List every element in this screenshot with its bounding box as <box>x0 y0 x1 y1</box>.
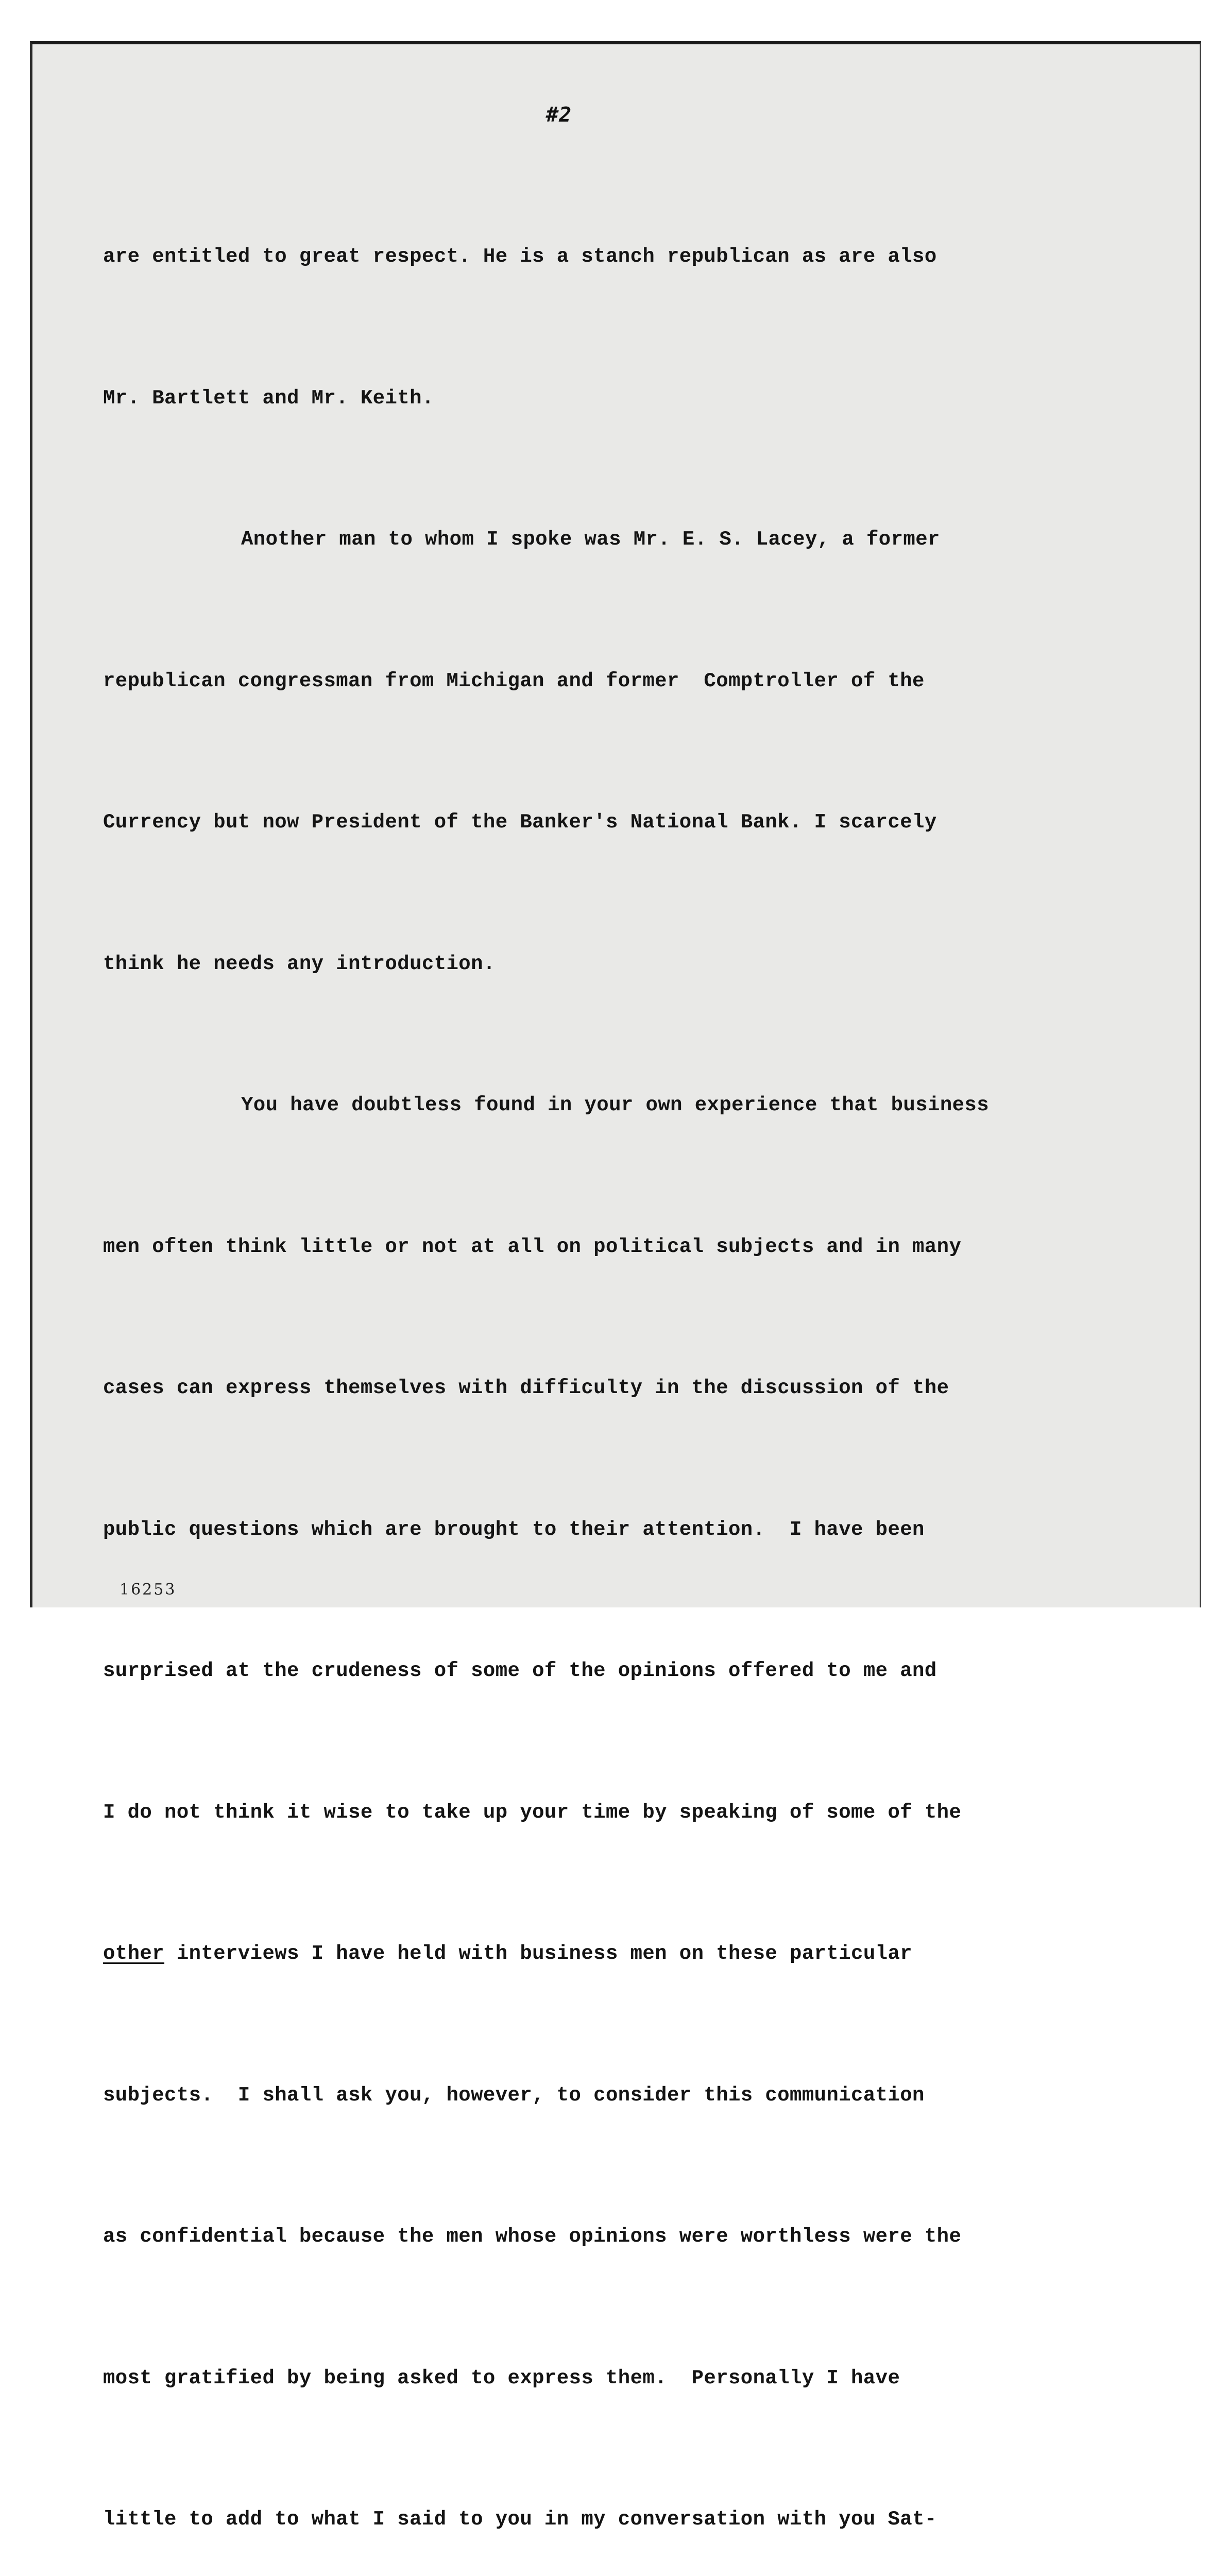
document-id: 16253 <box>120 1581 177 1599</box>
text-line: surprised at the crudeness of some of the opinions offered to me and <box>103 1659 937 1682</box>
text-line: republican congressman from Michigan and former Comptroller of the <box>103 669 925 692</box>
text-line: I do not think it wise to take up your time by speaking of some of the <box>103 1801 962 1824</box>
text-line: cases can express themselves with difficulty in the discussion of the <box>103 1377 949 1399</box>
text-line: are entitled to great respect. He is a stanch republican as are also <box>103 245 937 268</box>
letter-body <box>103 139 1092 2576</box>
underlined-line <box>103 1930 1092 1978</box>
text-line: subjects. I shall ask you, however, to consider this communication <box>103 2083 925 2107</box>
text-line: little to add to what I said to you in my conversation with you Sat- <box>103 2508 937 2531</box>
text-line: think he needs any introduction. <box>103 952 496 975</box>
underlined-word: other <box>103 1942 165 1965</box>
paragraph-line <box>103 1082 1092 1129</box>
text-line: Currency but now President of the Banker's National Bank. I scarcely <box>103 811 937 834</box>
text-line: Another man to whom I spoke was Mr. E. S. Lacey, a former <box>241 528 940 551</box>
text-line: Mr. Bartlett and Mr. Keith. <box>103 386 434 410</box>
text-line: You have doubtless found in your own experience that business <box>241 1094 990 1116</box>
text-line: public questions which are brought to their attention. I have been <box>103 1518 925 1541</box>
text-line: interviews I have held with business men on these particular <box>164 1942 913 1965</box>
paragraph-line <box>103 516 1092 564</box>
page-number: #2 <box>546 103 572 127</box>
text-line: most gratified by being asked to express them. Personally I have <box>103 2366 900 2389</box>
text-line: as confidential because the men whose opinions were worthless were the <box>103 2225 962 2248</box>
text-line: men often think little or not at all on political subjects and in many <box>103 1235 962 1258</box>
